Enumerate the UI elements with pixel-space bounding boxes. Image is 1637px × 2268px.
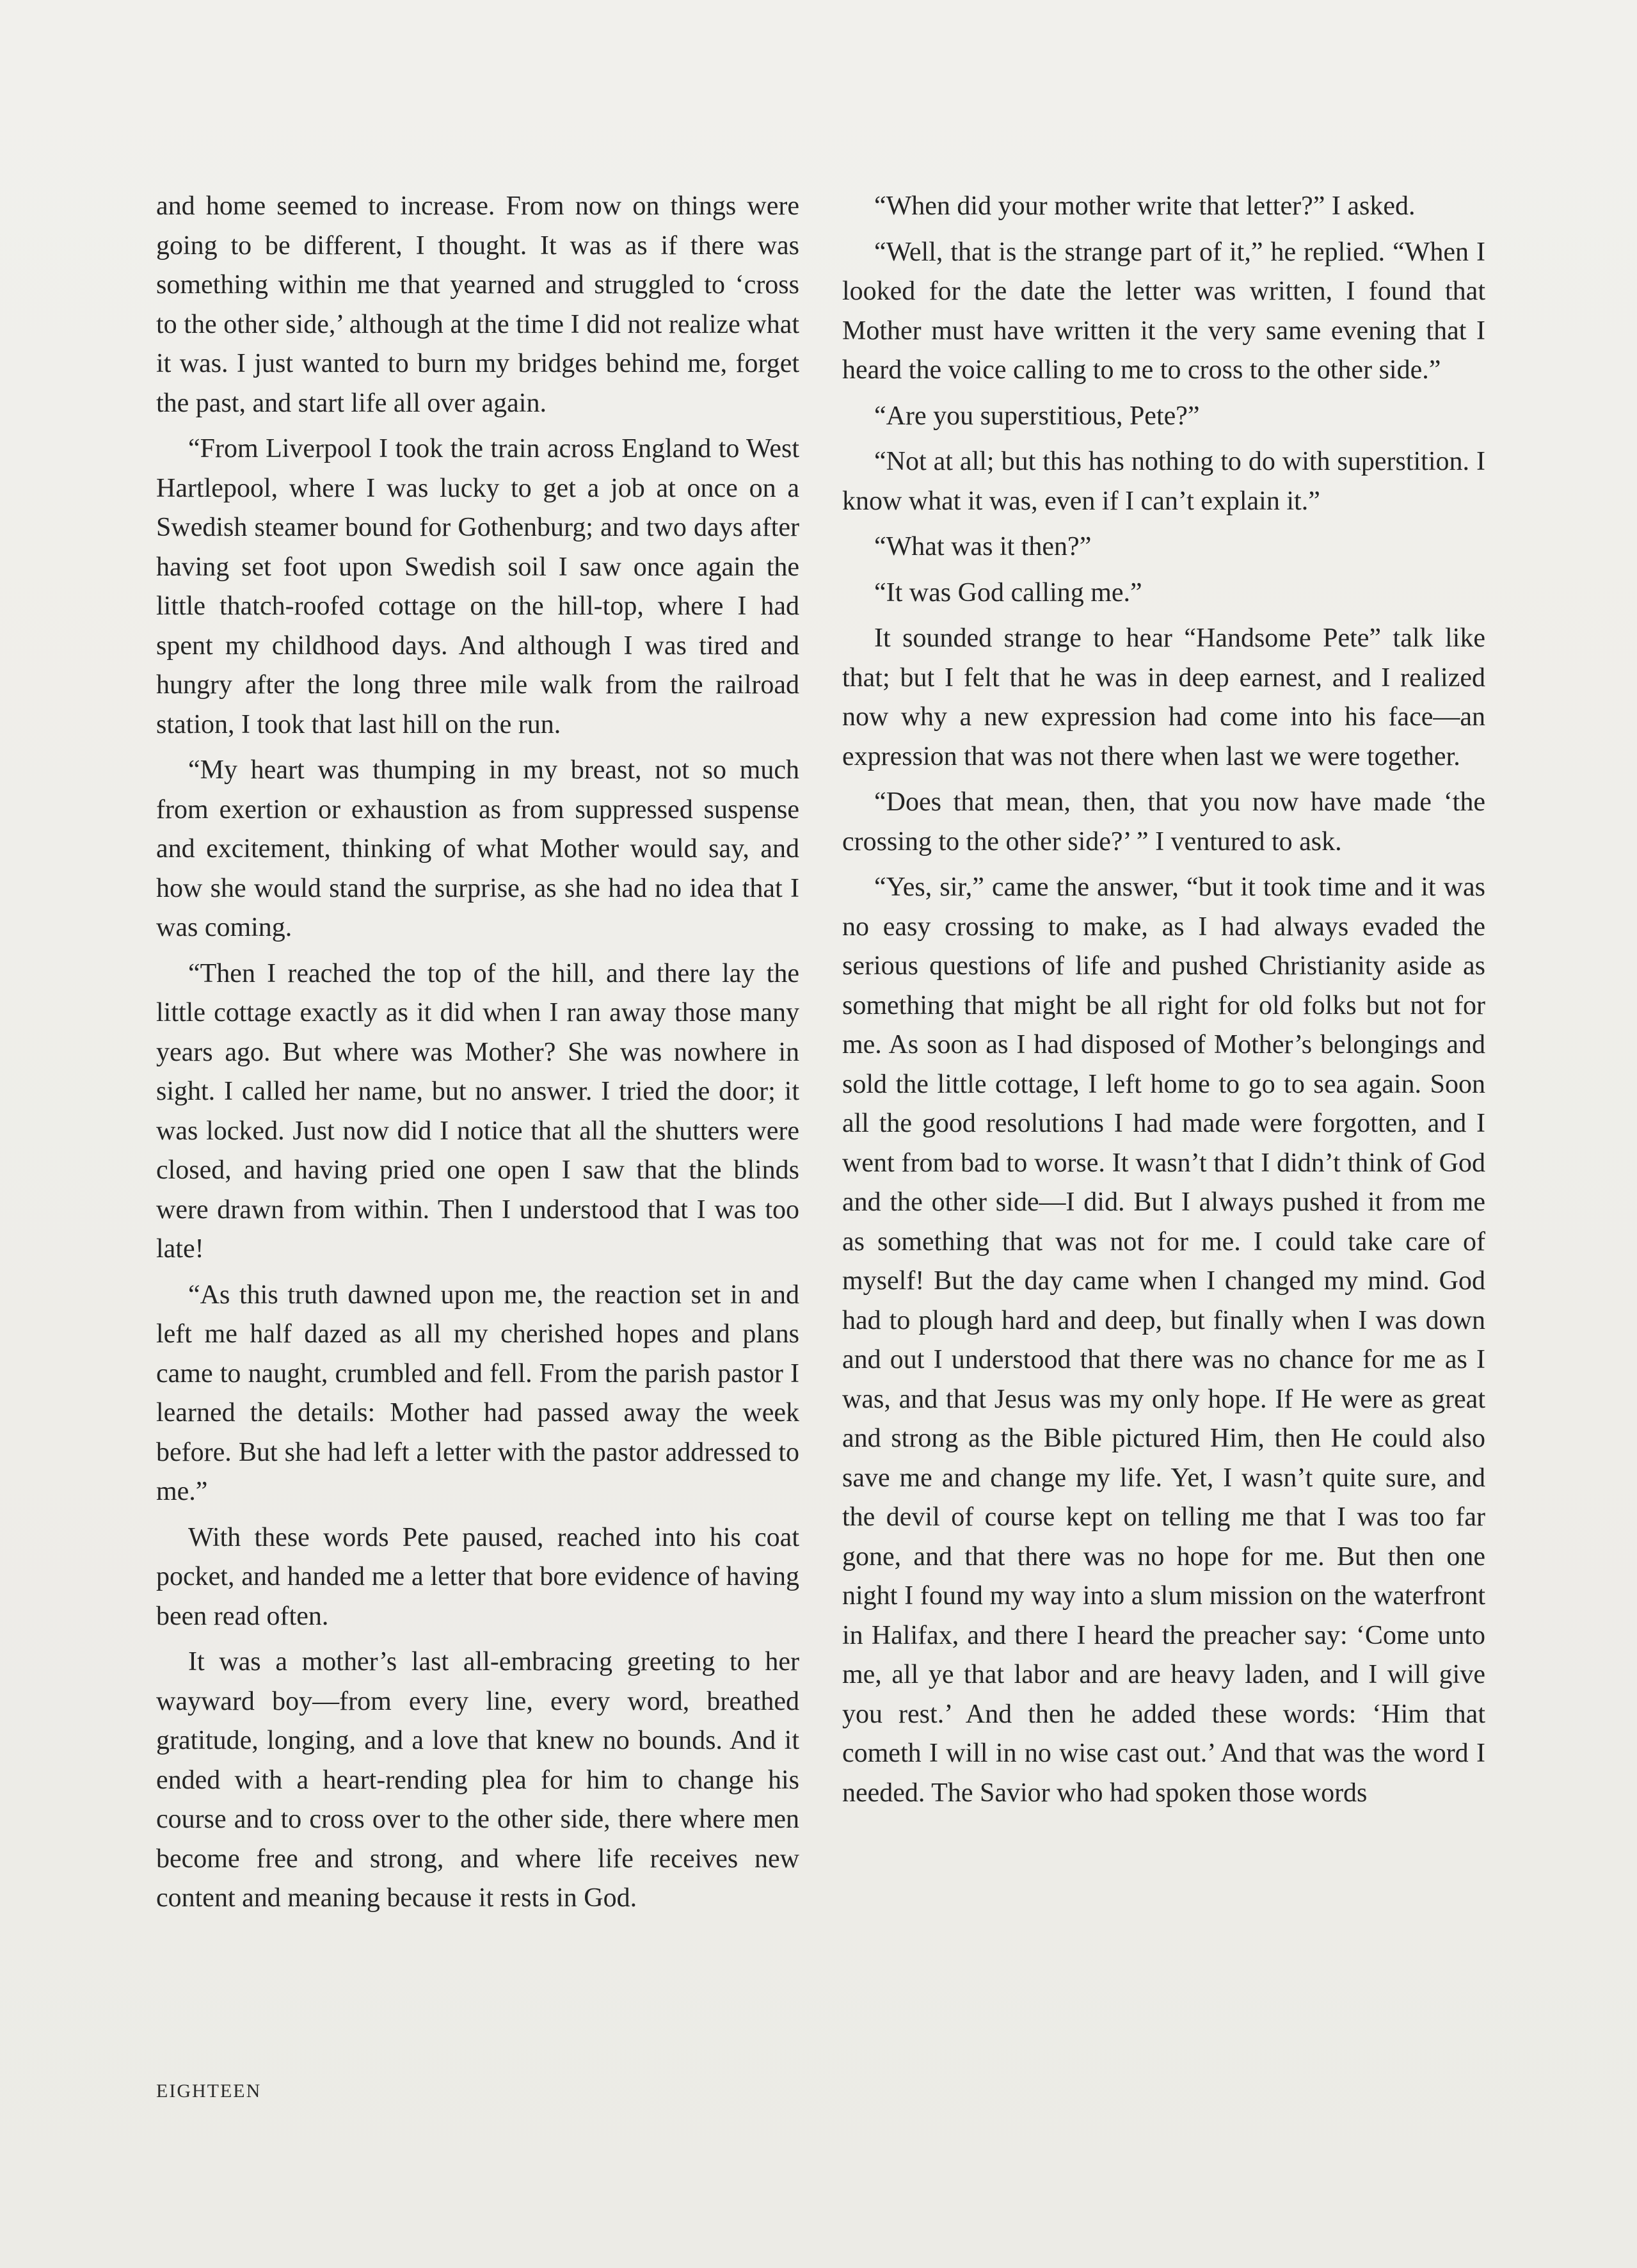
paragraph: “What was it then?” — [874, 532, 1092, 561]
paragraph: With these words Pete paused, reached into his coat pocket, and handed me a letter that bore evidence of having been read often. — [156, 1522, 799, 1631]
paragraph: It sounded strange to hear “Handsome Pete” talk like that; but I felt that he was in deep earnest, and I realized now why a new expression had come into his face—an expression that was not there when last we were together. — [842, 623, 1485, 771]
paragraph: “Well, that is the strange part of it,” he replied. “When I looked for the date the letter was written, I found that Mother must have written it the very same evening that I heard the voice calling to me to cross to the other side.” — [842, 237, 1485, 385]
paragraph: “Yes, sir,” came the answer, “but it took time and it was no easy crossing to make, as I had always evaded the serious questions of life and pushed Christianity aside as something that might be all right for old folks but not for me. As soon as I had disposed of Mother’s belongings and sold the little cottage, I left home to go to sea again. Soon all the good resolutions I had made were forgotten, and I went from bad to worse. It wasn’t that I didn’t think of God and the other side—I did. But I always pushed it from me as something that was not for me. I could take care of myself! But the day came when I changed my mind. God had to plough hard and deep, but finally when I was down and out I understood that there was no chance for me as I was, and that Jesus was my only hope. If He were as great and strong as the Bible pictured Him, then He could also save me and change my life. Yet, I wasn’t quite sure, and the devil of course kept on telling me that I was too far gone, and that there was no hope for me. But then one night I found my way into a slum mission on the waterfront in Halifax, and there I heard the preacher say: ‘Come unto me, all ye that labor and are heavy laden, and I will give you rest.’ And then he added these words: ‘Him that cometh I will in no wise cast out.’ And that was the word I needed. The Savior who had spoken those words — [842, 873, 1485, 1808]
paragraph: “Does that mean, then, that you now have made ‘the crossing to the other side?’ ” I ventured to ask. — [842, 787, 1485, 857]
paragraph: “As this truth dawned upon me, the reaction set in and left me half dazed as all my cherished hopes and plans came to naught, crumbled and fell. From the parish pastor I learned the details: Mother had passed away the week before. But she had left a letter with the pastor addressed to me.” — [156, 1280, 799, 1506]
paragraph: “It was God calling me.” — [874, 577, 1142, 607]
right-text-column — [842, 187, 1485, 1819]
paragraph: and home seemed to increase. From now on things were going to be different, I thought. It was as if there was something within me that yearned and struggled to ‘cross to the other side,’ although at the time I did not realize what it was. I just wanted to burn my bridges behind me, forget the past, and start life all over again. — [156, 191, 799, 418]
paragraph: It was a mother’s last all-embracing greeting to her wayward boy—from every line, every word, breathed gratitude, longing, and a love that knew no bounds. And it ended with a heart-rending plea for him to change his course and to cross over to the other side, there where men become free and strong, and where life receives new content and meaning because it rests in God. — [156, 1647, 799, 1913]
paragraph: “When did your mother write that letter?” I asked. — [874, 191, 1416, 221]
paragraph: “Are you superstitious, Pete?” — [874, 401, 1200, 431]
paragraph: “My heart was thumping in my breast, not so much from exertion or exhaustion as from suppressed suspense and excitement, thinking of what Mother would say, and how she would stand the surprise, as she had no idea that I was coming. — [156, 755, 799, 942]
page-number: EIGHTEEN — [156, 2080, 262, 2102]
paragraph: “Then I reached the top of the hill, and there lay the little cottage exactly as it did when I ran away those many years ago. But where was Mother? She was nowhere in sight. I called her name, but no answer. I tried the door; it was locked. Just now did I notice that all the shutters were closed, and having pried one open I saw that the blinds were drawn from within. Then I understood that I was too late! — [156, 958, 799, 1264]
paragraph: “Not at all; but this has nothing to do with superstition. I know what it was, even if I can’t explain it.” — [842, 447, 1485, 516]
left-text-column — [156, 187, 799, 1925]
paragraph: “From Liverpool I took the train across England to West Hartlepool, where I was lucky to get a job at once on a Swedish steamer bound for Gothenburg; and two days after having set foot upon Swedish soil I saw once again the little thatch-roofed cottage on the hill-top, where I had spent my childhood days. And although I was tired and hungry after the long three mile walk from the railroad station, I took that last hill on the run. — [156, 434, 799, 739]
